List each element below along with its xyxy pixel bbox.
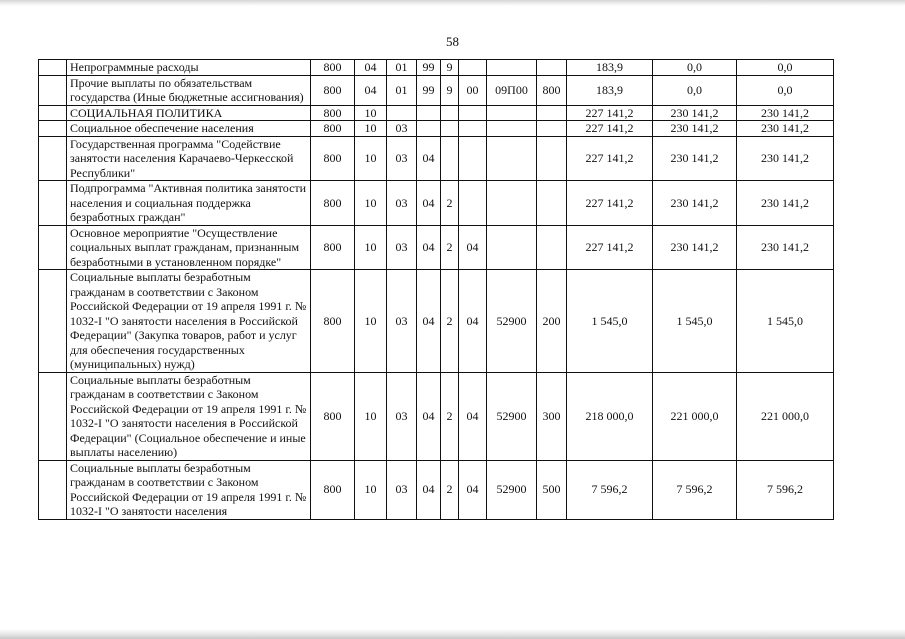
podrazdel-cell: 03: [387, 136, 417, 181]
glava-cell: 800: [311, 60, 355, 76]
glava-cell: 800: [311, 372, 355, 460]
amount-year1-cell: 1 545,0: [567, 270, 653, 373]
table-row: [39, 372, 834, 460]
razdel-cell: 04: [355, 60, 387, 76]
direction-cell: 52900: [487, 372, 537, 460]
program-cell: 04: [417, 181, 441, 226]
table-row: [39, 181, 834, 226]
row-name-cell: СОЦИАЛЬНАЯ ПОЛИТИКА: [67, 105, 311, 121]
razdel-cell: 10: [355, 270, 387, 373]
amount-year2-cell: 0,0: [653, 60, 737, 76]
table-row: [39, 75, 834, 105]
glava-cell: 800: [311, 121, 355, 137]
glava-cell: 800: [311, 460, 355, 519]
subprogram-cell: [441, 105, 459, 121]
amount-year1-cell: 183,9: [567, 60, 653, 76]
row-index-cell: [39, 225, 67, 270]
subprogram-cell: [441, 121, 459, 137]
table-row: [39, 105, 834, 121]
amount-year2-cell: 221 000,0: [653, 372, 737, 460]
amount-year3-cell: 1 545,0: [737, 270, 834, 373]
direction-cell: [487, 121, 537, 137]
podrazdel-cell: 03: [387, 270, 417, 373]
measure-cell: [459, 105, 487, 121]
subprogram-cell: 2: [441, 270, 459, 373]
razdel-cell: 10: [355, 225, 387, 270]
direction-cell: [487, 225, 537, 270]
program-cell: 99: [417, 60, 441, 76]
amount-year2-cell: 7 596,2: [653, 460, 737, 519]
podrazdel-cell: 03: [387, 225, 417, 270]
program-cell: [417, 105, 441, 121]
amount-year2-cell: 230 141,2: [653, 121, 737, 137]
amount-year3-cell: 7 596,2: [737, 460, 834, 519]
measure-cell: [459, 136, 487, 181]
amount-year3-cell: 230 141,2: [737, 136, 834, 181]
table-row: [39, 225, 834, 270]
measure-cell: 00: [459, 75, 487, 105]
podrazdel-cell: 03: [387, 121, 417, 137]
subprogram-cell: 9: [441, 60, 459, 76]
measure-cell: 04: [459, 460, 487, 519]
amount-year3-cell: 0,0: [737, 60, 834, 76]
amount-year3-cell: 230 141,2: [737, 181, 834, 226]
amount-year3-cell: 230 141,2: [737, 105, 834, 121]
row-index-cell: [39, 372, 67, 460]
measure-cell: 04: [459, 225, 487, 270]
table-row: [39, 460, 834, 519]
row-index-cell: [39, 460, 67, 519]
razdel-cell: 10: [355, 181, 387, 226]
amount-year1-cell: 227 141,2: [567, 121, 653, 137]
expense-type-cell: 200: [537, 270, 567, 373]
row-name-cell: Подпрограмма "Активная политика занятости населения и социальная поддержка безработных граждан": [67, 181, 311, 226]
direction-cell: 09П00: [487, 75, 537, 105]
razdel-cell: 10: [355, 460, 387, 519]
direction-cell: [487, 105, 537, 121]
row-index-cell: [39, 105, 67, 121]
amount-year1-cell: 227 141,2: [567, 136, 653, 181]
glava-cell: 800: [311, 75, 355, 105]
amount-year2-cell: 1 545,0: [653, 270, 737, 373]
row-index-cell: [39, 121, 67, 137]
measure-cell: [459, 60, 487, 76]
amount-year2-cell: 230 141,2: [653, 225, 737, 270]
amount-year3-cell: 0,0: [737, 75, 834, 105]
podrazdel-cell: [387, 105, 417, 121]
row-name-cell: Социальные выплаты безработным гражданам в соответствии с Законом Российской Федерации от 19 апреля 1991 г. № 1032-I "О занятости населения: [67, 460, 311, 519]
row-index-cell: [39, 181, 67, 226]
razdel-cell: 10: [355, 136, 387, 181]
page-number: 58: [446, 34, 459, 49]
direction-cell: [487, 60, 537, 76]
measure-cell: [459, 181, 487, 226]
expense-type-cell: [537, 181, 567, 226]
podrazdel-cell: 03: [387, 181, 417, 226]
row-name-cell: Основное мероприятие "Осуществление социальных выплат гражданам, признанным безработными в установленном порядке": [67, 225, 311, 270]
row-name-cell: Социальное обеспечение населения: [67, 121, 311, 137]
expense-type-cell: 800: [537, 75, 567, 105]
subprogram-cell: 2: [441, 225, 459, 270]
podrazdel-cell: 01: [387, 75, 417, 105]
expense-type-cell: [537, 105, 567, 121]
razdel-cell: 04: [355, 75, 387, 105]
glava-cell: 800: [311, 105, 355, 121]
program-cell: 04: [417, 225, 441, 270]
row-name-cell: Социальные выплаты безработным гражданам в соответствии с Законом Российской Федерации от 19 апреля 1991 г. № 1032-I "О занятости населения в Российской Федерации" (Социальное обеспечение и иные выплаты населению): [67, 372, 311, 460]
row-name-cell: Непрограммные расходы: [67, 60, 311, 76]
row-name-cell: Прочие выплаты по обязательствам государства (Иные бюджетные ассигнования): [67, 75, 311, 105]
subprogram-cell: 9: [441, 75, 459, 105]
subprogram-cell: 2: [441, 181, 459, 226]
amount-year3-cell: 221 000,0: [737, 372, 834, 460]
direction-cell: 52900: [487, 270, 537, 373]
glava-cell: 800: [311, 270, 355, 373]
amount-year2-cell: 230 141,2: [653, 181, 737, 226]
razdel-cell: 10: [355, 105, 387, 121]
razdel-cell: 10: [355, 121, 387, 137]
expense-type-cell: [537, 225, 567, 270]
budget-table: [38, 59, 834, 520]
row-index-cell: [39, 60, 67, 76]
amount-year1-cell: 227 141,2: [567, 181, 653, 226]
razdel-cell: 10: [355, 372, 387, 460]
table-row: [39, 136, 834, 181]
amount-year2-cell: 230 141,2: [653, 105, 737, 121]
amount-year2-cell: 230 141,2: [653, 136, 737, 181]
direction-cell: 52900: [487, 460, 537, 519]
measure-cell: [459, 121, 487, 137]
row-name-cell: Государственная программа "Содействие занятости населения Карачаево-Черкесской Республики": [67, 136, 311, 181]
amount-year1-cell: 227 141,2: [567, 105, 653, 121]
amount-year2-cell: 0,0: [653, 75, 737, 105]
program-cell: 04: [417, 372, 441, 460]
scan-top-edge: [0, 0, 905, 6]
table-row: [39, 270, 834, 373]
podrazdel-cell: 01: [387, 60, 417, 76]
expense-type-cell: 300: [537, 372, 567, 460]
glava-cell: 800: [311, 181, 355, 226]
direction-cell: [487, 136, 537, 181]
program-cell: 04: [417, 270, 441, 373]
expense-type-cell: 500: [537, 460, 567, 519]
amount-year1-cell: 218 000,0: [567, 372, 653, 460]
amount-year3-cell: 230 141,2: [737, 225, 834, 270]
direction-cell: [487, 181, 537, 226]
measure-cell: 04: [459, 372, 487, 460]
amount-year1-cell: 7 596,2: [567, 460, 653, 519]
row-index-cell: [39, 136, 67, 181]
subprogram-cell: 2: [441, 460, 459, 519]
expense-type-cell: [537, 136, 567, 181]
program-cell: [417, 121, 441, 137]
program-cell: 04: [417, 460, 441, 519]
expense-type-cell: [537, 60, 567, 76]
subprogram-cell: 2: [441, 372, 459, 460]
glava-cell: 800: [311, 136, 355, 181]
table-row: [39, 121, 834, 137]
podrazdel-cell: 03: [387, 460, 417, 519]
row-name-cell: Социальные выплаты безработным гражданам в соответствии с Законом Российской Федерации от 19 апреля 1991 г. № 1032-I "О занятости населения в Российской Федерации" (Закупка товаров, работ и услуг для обеспечения государственных (муниципальных) нужд): [67, 270, 311, 373]
glava-cell: 800: [311, 225, 355, 270]
measure-cell: 04: [459, 270, 487, 373]
program-cell: 99: [417, 75, 441, 105]
subprogram-cell: [441, 136, 459, 181]
row-index-cell: [39, 270, 67, 373]
amount-year3-cell: 230 141,2: [737, 121, 834, 137]
amount-year1-cell: 227 141,2: [567, 225, 653, 270]
amount-year1-cell: 183,9: [567, 75, 653, 105]
row-index-cell: [39, 75, 67, 105]
expense-type-cell: [537, 121, 567, 137]
program-cell: 04: [417, 136, 441, 181]
table-row: [39, 60, 834, 76]
podrazdel-cell: 03: [387, 372, 417, 460]
scan-bottom-edge: [0, 629, 905, 639]
